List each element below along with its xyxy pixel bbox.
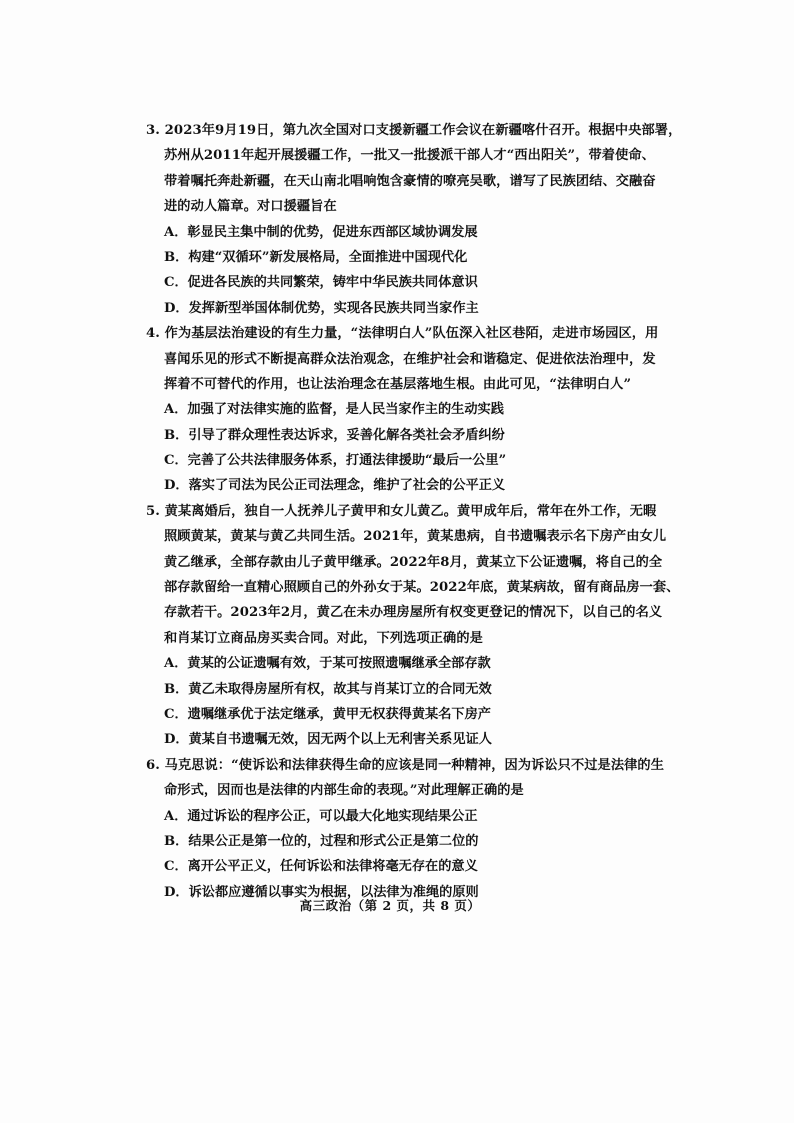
option-d: D．落实了司法为民公正司法理念，维护了社会的公平正义 bbox=[164, 478, 506, 494]
option-c: C．完善了公共法律服务体系，打通法律援助“最后一公里” bbox=[164, 453, 507, 469]
question-stem-line: 进的动人篇章。对口援疆旨在 bbox=[164, 199, 337, 215]
question-3 bbox=[146, 118, 682, 321]
option-c: C．离开公平正义，任何诉讼和法律将毫无存在的意义 bbox=[164, 859, 478, 875]
question-4 bbox=[146, 321, 666, 499]
question-stem-line: 照顾黄某，黄某与黄乙共同生活。2021年，黄某患病，自书遗嘱表示名下房产由女儿 bbox=[164, 529, 667, 545]
question-stem-line: 苏州从2011年起开展援疆工作，一批又一批援派干部人才“西出阳关”，带着使命、 bbox=[164, 148, 655, 164]
option-b: B．结果公正是第一位的，过程和形式公正是第二位的 bbox=[164, 833, 479, 849]
question-stem-line: 带着嘱托奔赴新疆，在天山南北唱响饱含豪情的嘹亮吴歌，谱写了民族团结、交融奋 bbox=[164, 173, 656, 189]
question-stem-line: 部存款留给一直精心照顾自己的外孙女于某。2022年底，黄某病故，留有商品房一套、 bbox=[164, 580, 680, 596]
option-d: D．诉讼都应遵循以事实为根据，以法律为准绳的原则 bbox=[164, 884, 479, 900]
option-b: B．引导了群众理性表达诉求，妥善化解各类社会矛盾纠纷 bbox=[164, 427, 505, 443]
question-list bbox=[146, 118, 682, 905]
option-c: C．促进各民族的共同繁荣，铸牢中华民族共同体意识 bbox=[164, 275, 478, 291]
option-c: C．遗嘱继承优于法定继承，黄甲无权获得黄某名下房产 bbox=[164, 706, 491, 722]
question-stem-line: 挥着不可替代的作用，也让法治理念在基层落地生根。由此可见，“法律明白人” bbox=[164, 376, 632, 392]
question-stem-line: 6. 马克思说：“使诉讼和法律获得生命的应该是同一种精神，因为诉讼只不过是法律的生 bbox=[146, 757, 664, 773]
page-footer bbox=[0, 896, 794, 914]
option-a: A．通过诉讼的程序公正，可以最大化地实现结果公正 bbox=[164, 808, 478, 824]
question-5 bbox=[146, 499, 680, 753]
question-stem-line: 黄乙继承，全部存款由儿子黄甲继承。2022年8月，黄某立下公证遗嘱，将自己的全 bbox=[164, 554, 663, 570]
option-b: B．构建“双循环”新发展格局，全面推进中国现代化 bbox=[164, 249, 468, 265]
page-number-label: 高三政治（第 2 页，共 8 页） bbox=[299, 898, 481, 913]
question-stem-line: 命形式，因而也是法律的内部生命的表现。”对此理解正确的是 bbox=[164, 783, 524, 799]
option-d: D．黄某自书遗嘱无效，因无两个以上无利害关系见证人 bbox=[164, 732, 492, 748]
option-b: B．黄乙未取得房屋所有权，故其与肖某订立的合同无效 bbox=[164, 681, 492, 697]
question-stem-line: 和肖某订立商品房买卖合同。对此，下列选项正确的是 bbox=[164, 630, 483, 646]
option-d: D．发挥新型举国体制优势，实现各民族共同当家作主 bbox=[164, 300, 479, 316]
option-a: A．彰显民主集中制的优势，促进东西部区域协调发展 bbox=[164, 224, 478, 240]
question-stem-line: 存款若干。2023年2月，黄乙在未办理房屋所有权变更登记的情况下，以自己的名义 bbox=[164, 605, 663, 621]
question-stem-line: 5. 黄某离婚后，独自一人抚养儿子黄甲和女儿黄乙。黄甲成年后，常年在外工作，无暇 bbox=[146, 503, 657, 519]
question-stem-line: 3. 2023年9月19日，第九次全国对口支援新疆工作会议在新疆喀什召开。根据中央部署， bbox=[146, 123, 682, 138]
question-stem-line: 4. 作为基层法治建设的有生力量，“法律明白人”队伍深入社区巷陌，走进市场园区，用 bbox=[146, 326, 659, 342]
option-a: A．黄某的公证遗嘱有效，于某可按照遗嘱继承全部存款 bbox=[164, 656, 491, 672]
question-6 bbox=[146, 753, 666, 905]
question-stem-line: 喜闻乐见的形式不断提高群众法治观念，在维护社会和谐稳定、促进依法治理中，发 bbox=[164, 351, 656, 367]
option-a: A．加强了对法律实施的监督，是人民当家作主的生动实践 bbox=[164, 402, 504, 418]
